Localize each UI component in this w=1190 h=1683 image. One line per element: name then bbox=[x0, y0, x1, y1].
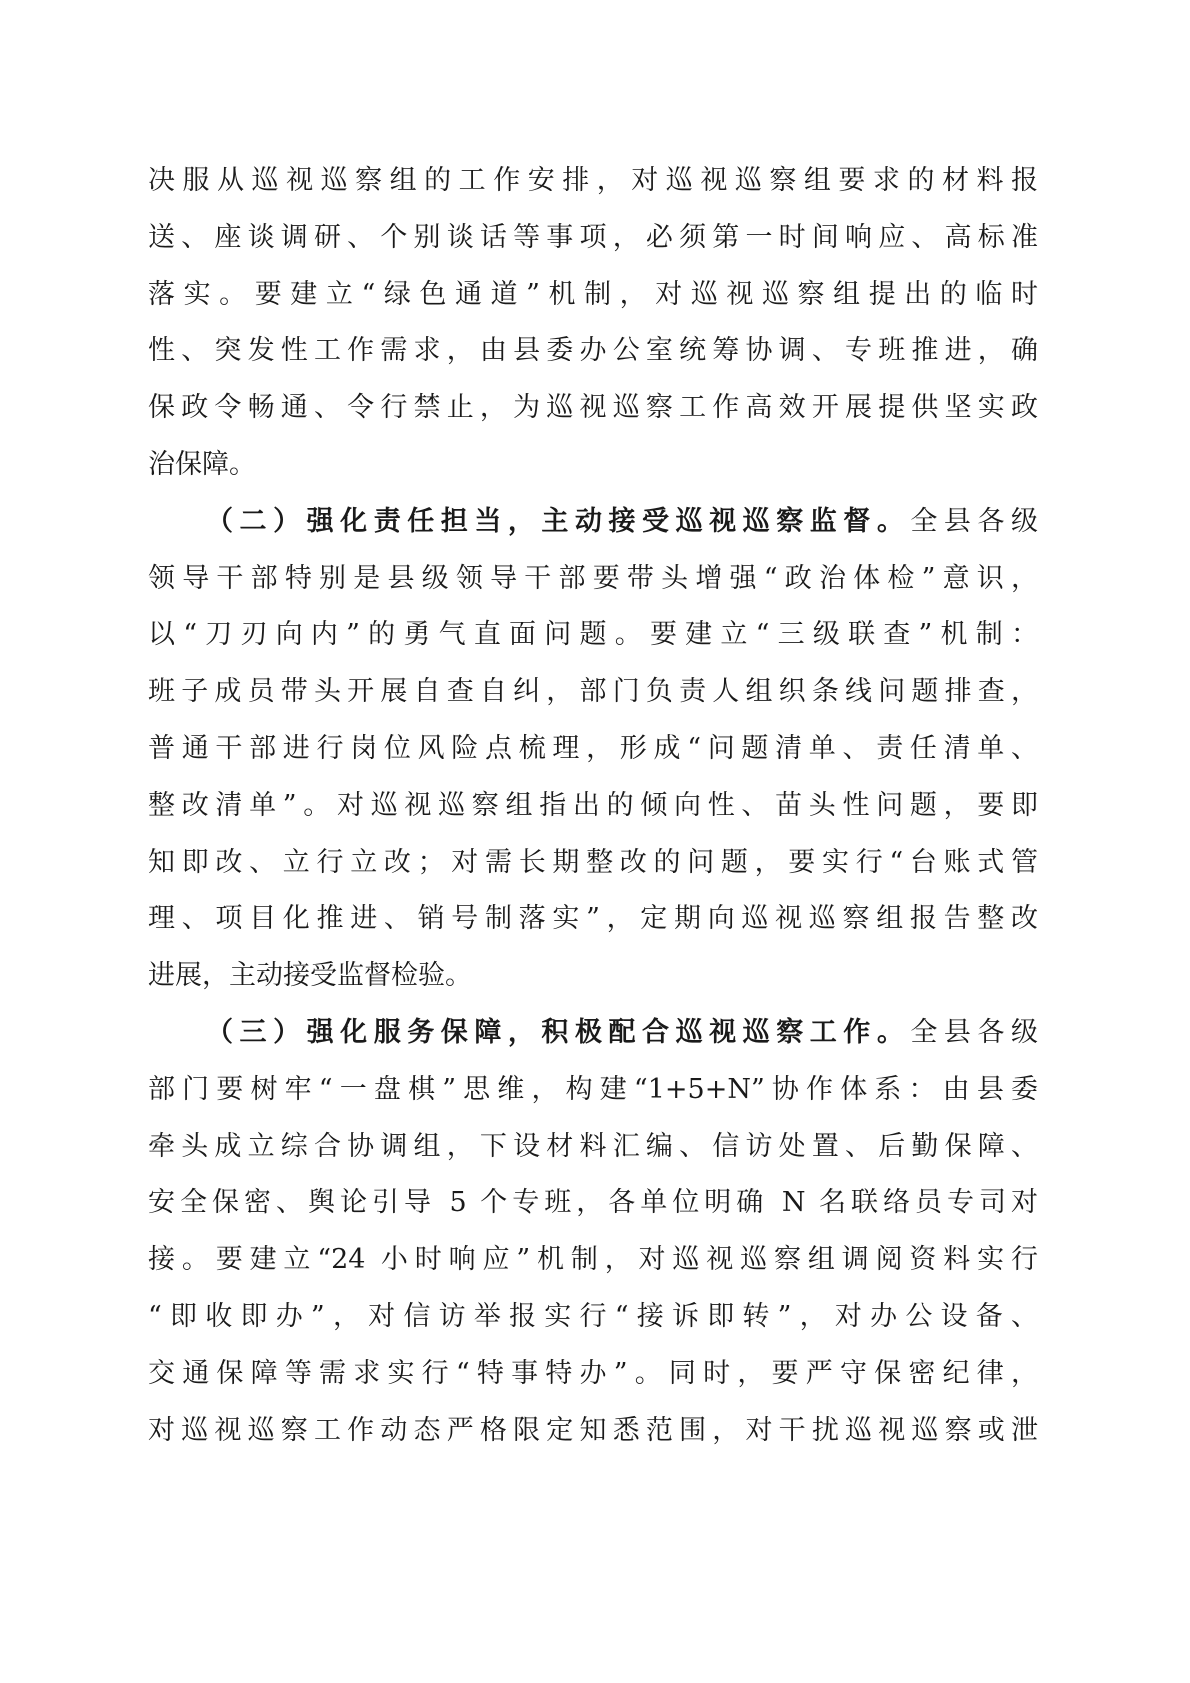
section-heading: （二）强化责任担当，主动接受巡视巡察监督。 bbox=[206, 505, 911, 537]
text-line: 班子成员带头开展自查自纠，部门负责人组织条线问题排查， bbox=[148, 676, 1038, 708]
text-line: 交通保障等需求实行“特事特办”。同时，要严守保密纪律， bbox=[148, 1357, 1038, 1389]
text-line: 以“刀刃向内”的勇气直面问题。要建立“三级联查”机制： bbox=[148, 619, 1038, 651]
text-line: 性、突发性工作需求，由县委办公室统筹协调、专班推进，确 bbox=[148, 335, 1038, 367]
text-line: 治保障。 bbox=[148, 448, 256, 480]
text-line: 决服从巡视巡察组的工作安排，对巡视巡察组要求的材料报 bbox=[148, 165, 1038, 196]
text-run: 全县各级 bbox=[910, 505, 1039, 537]
text-line: 落实。要建立“绿色通道”机制，对巡视巡察组提出的临时 bbox=[148, 278, 1038, 310]
document-body bbox=[148, 153, 1038, 1459]
text-run: 全县各级 bbox=[910, 1016, 1039, 1048]
text-line: 理、项目化推进、销号制落实”，定期向巡视巡察组报告整改 bbox=[148, 903, 1038, 935]
text-line: 安全保密、舆论引导 5 个专班，各单位明确 N 名联络员专司对 bbox=[148, 1187, 1038, 1219]
text-line: 领导干部特别是县级领导干部要带头增强“政治体检”意识， bbox=[148, 562, 1038, 594]
text-line: 整改清单”。对巡视巡察组指出的倾向性、苗头性问题，要即 bbox=[148, 789, 1038, 821]
text-line: 接。要建立“24 小时响应”机制，对巡视巡察组调阅资料实行 bbox=[148, 1244, 1038, 1276]
text-line: 部门要树牢“一盘棋”思维，构建“1+5+N”协作体系：由县委 bbox=[148, 1073, 1038, 1105]
paragraph-first-line bbox=[148, 494, 1038, 551]
text-line: 送、座谈调研、个别谈话等事项，必须第一时间响应、高标准 bbox=[148, 221, 1038, 253]
text-line: “即收即办”，对信访举报实行“接诉即转”，对办公设备、 bbox=[148, 1300, 1038, 1332]
text-line: 对巡视巡察工作动态严格限定知悉范围，对干扰巡视巡察或泄 bbox=[148, 1414, 1038, 1446]
section-heading: （三）强化服务保障，积极配合巡视巡察工作。 bbox=[206, 1016, 911, 1048]
paragraph-first-line bbox=[148, 1005, 1038, 1062]
text-line: 进展，主动接受监督检验。 bbox=[148, 960, 472, 992]
text-line: 牵头成立综合协调组，下设材料汇编、信访处置、后勤保障、 bbox=[148, 1130, 1038, 1162]
text-line: 普通干部进行岗位风险点梳理，形成“问题清单、责任清单、 bbox=[148, 732, 1038, 764]
text-line: 保政令畅通、令行禁止，为巡视巡察工作高效开展提供坚实政 bbox=[148, 392, 1038, 424]
text-line: 知即改、立行立改；对需长期整改的问题，要实行“台账式管 bbox=[148, 846, 1038, 878]
